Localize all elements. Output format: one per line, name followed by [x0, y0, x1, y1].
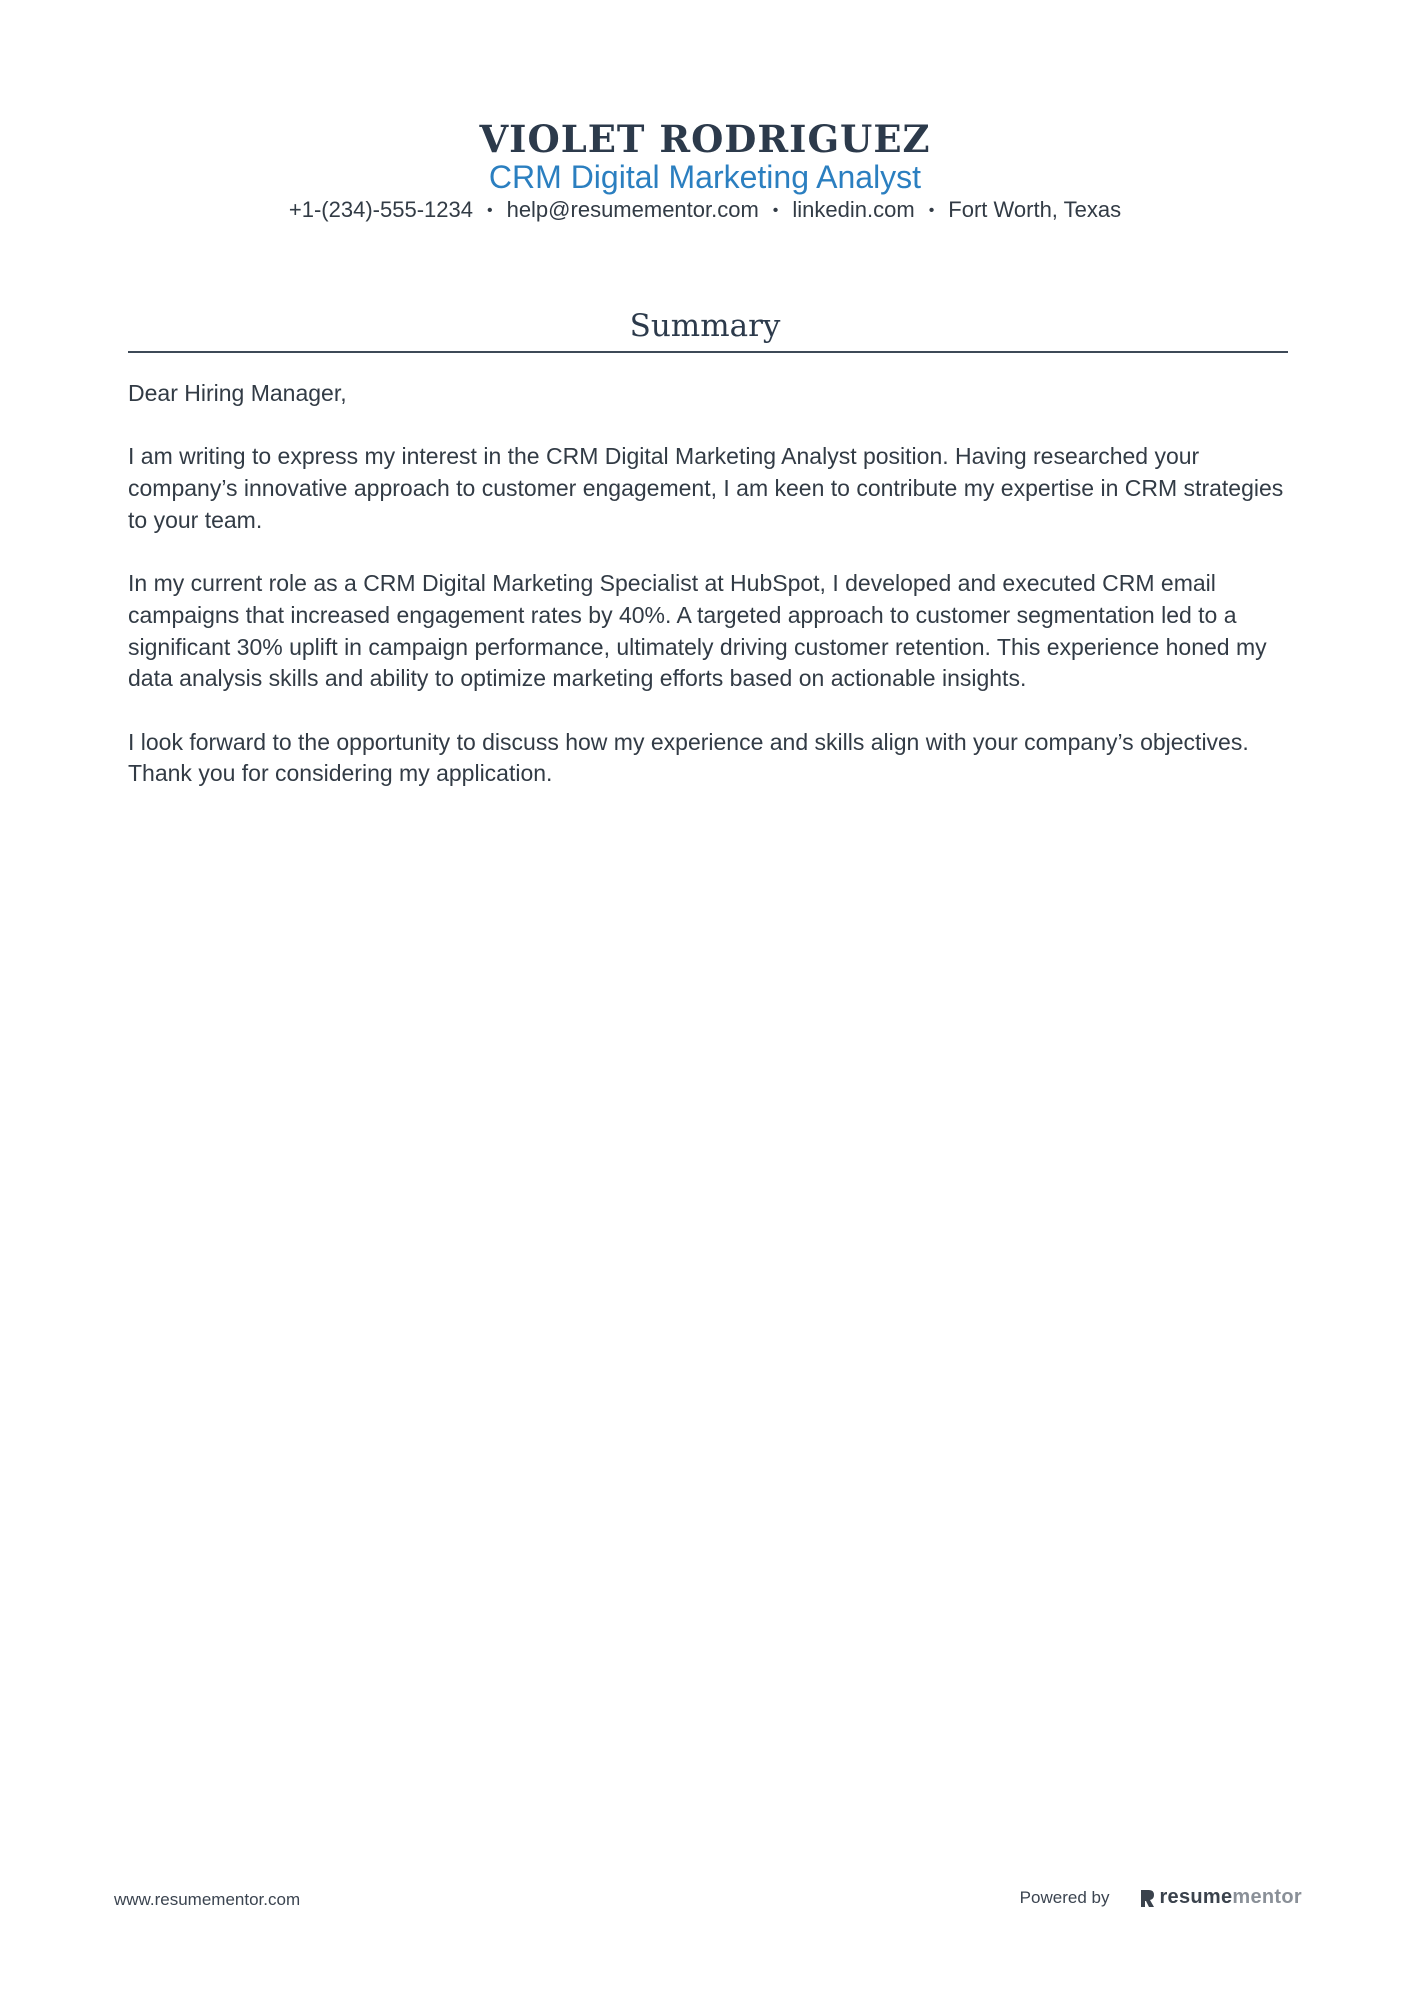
- powered-by-label: Powered by: [1019, 1887, 1110, 1907]
- candidate-name: VIOLET RODRIGUEZ: [479, 117, 931, 161]
- contact-phone: +1-(234)-555-1234: [288, 197, 473, 222]
- resumementor-logo[interactable]: [1139, 1886, 1302, 1909]
- logo-text-mentor: mentor: [1232, 1886, 1302, 1908]
- letter-paragraph: I look forward to the opportunity to discuss how my experience and skills align with your company’s objectives. Thank you for considering my application.: [128, 728, 1249, 787]
- contact-linkedin[interactable]: linkedin.com: [792, 197, 915, 222]
- letter-paragraph: In my current role as a CRM Digital Marketing Specialist at HubSpot, I developed and executed CRM email campaigns that increased engagement rates by 40%. A targeted approach to customer segmentation led to a significant 30% uplift in campaign performance, ultimately driving customer retention. This experience honed my data analysis skills and ability to optimize marketing efforts based on actionable insights.: [128, 570, 1267, 692]
- letter-salutation: Dear Hiring Manager,: [128, 380, 347, 406]
- section-heading: Summary: [629, 308, 781, 344]
- contact-location: Fort Worth, Texas: [948, 197, 1122, 222]
- job-title: CRM Digital Marketing Analyst: [488, 159, 922, 195]
- cover-letter-body: [128, 378, 1288, 822]
- contact-line: [0, 195, 1410, 226]
- contact-separator: •: [772, 202, 779, 219]
- logo-text-resume: resume: [1159, 1886, 1233, 1908]
- section-divider: [128, 351, 1288, 353]
- letter-paragraph: I am writing to express my interest in the CRM Digital Marketing Analyst position. Having researched your company’s innovative approach to customer engagement, I am keen to contribute my expertise in CRM strategies to your team.: [128, 443, 1284, 533]
- footer-branding: [1020, 1886, 1302, 1909]
- contact-separator: •: [486, 202, 493, 219]
- contact-email[interactable]: help@resumementor.com: [506, 197, 759, 222]
- contact-separator: •: [928, 202, 935, 219]
- footer-website[interactable]: www.resumementor.com: [114, 1890, 301, 1909]
- resumementor-logo-icon: [1139, 1888, 1155, 1908]
